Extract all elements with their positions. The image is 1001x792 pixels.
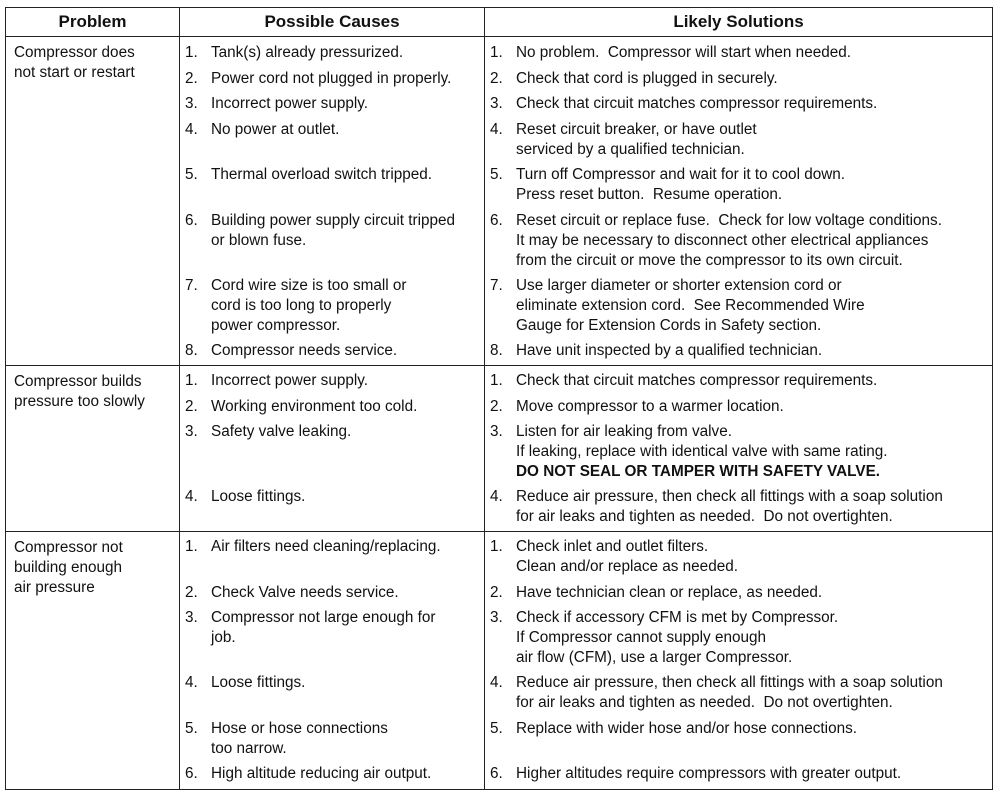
divider [484, 532, 485, 789]
troubleshooting-table [5, 7, 993, 789]
header-problem: Problem [58, 12, 127, 31]
problem-text: Compressor builds pressure too slowly [14, 373, 145, 410]
section-no-start: Compressor does not start or restart 1. Tank(s) already pressurized. 2. Power cord not plugged in properly. 3. Incorrect power supply. 4. No power at outlet. 5. Thermal overload switch tripped. 6. Building power supply circuit tripped or blown fuse. 7. Cord wire size is too small or cord is too long to properly power compressor. 8. Compressor needs service. 1. No problem. Compressor will start when needed. 2. Check that cord is plugged in securely. 3. Check that circuit matches compressor requirements. 4. Reset circuit breaker, or have outlet serviced by a qualified technician. 5. Turn off Compressor and wait for it to cool down. Press reset button. Resume operation. 6. Reset circuit or replace fuse. Check for low voltage conditions. It may be necessary to disconnect other electrical appliances from the circuit or move the compressor to its own circuit. 7. Use larger diameter or shorter extension cord or eliminate extension cord. See Recommended Wire Gauge for Extension Cords in Safety section. 8. Have unit inspected by a qualified technician. [5, 37, 993, 366]
section-slow-pressure: Compressor builds pressure too slowly 1. Incorrect power supply. 2. Working environment too cold. 3. Safety valve leaking. 4. Loose fittings. 1. Check that circuit matches compressor requirements. 2. Move compressor to a warmer location. 3. Listen for air leaking from valve. If leaking, replace with identical valve with same rating. DO NOT SEAL OR TAMPER WITH SAFETY VALVE. 4. Reduce air pressure, then check all fittings with a soap solution for air leaks and tighten as needed. Do not overtighten. [5, 366, 993, 532]
divider [484, 37, 485, 365]
divider [484, 366, 485, 531]
divider [179, 366, 180, 531]
problem-text: Compressor not building enough air pressure [14, 539, 123, 596]
problem-text: Compressor does not start or restart [14, 44, 135, 81]
section-low-pressure: Compressor not building enough air pressure 1. Air filters need cleaning/replacing. 2. Check Valve needs service. 3. Compressor not large enough for job. 4. Loose fittings. 5. Hose or hose connections too narrow. 6. High altitude reducing air output. 1. Check inlet and outlet filters. Clean and/or replace as needed. 2. Have technician clean or replace, as needed. 3. Check if accessory CFM is met by Compressor. If Compressor cannot supply enough air flow (CFM), use a larger Compressor. 4. Reduce air pressure, then check all fittings with a soap solution for air leaks and tighten as needed. Do not overtighten. 5. Replace with wider hose and/or hose connections. 6. Higher altitudes require compressors with greater output. [5, 532, 993, 790]
divider [179, 37, 180, 365]
header-causes: Possible Causes [264, 12, 400, 31]
table-header [5, 7, 993, 37]
header-solutions: Likely Solutions [673, 12, 804, 31]
divider [179, 532, 180, 789]
